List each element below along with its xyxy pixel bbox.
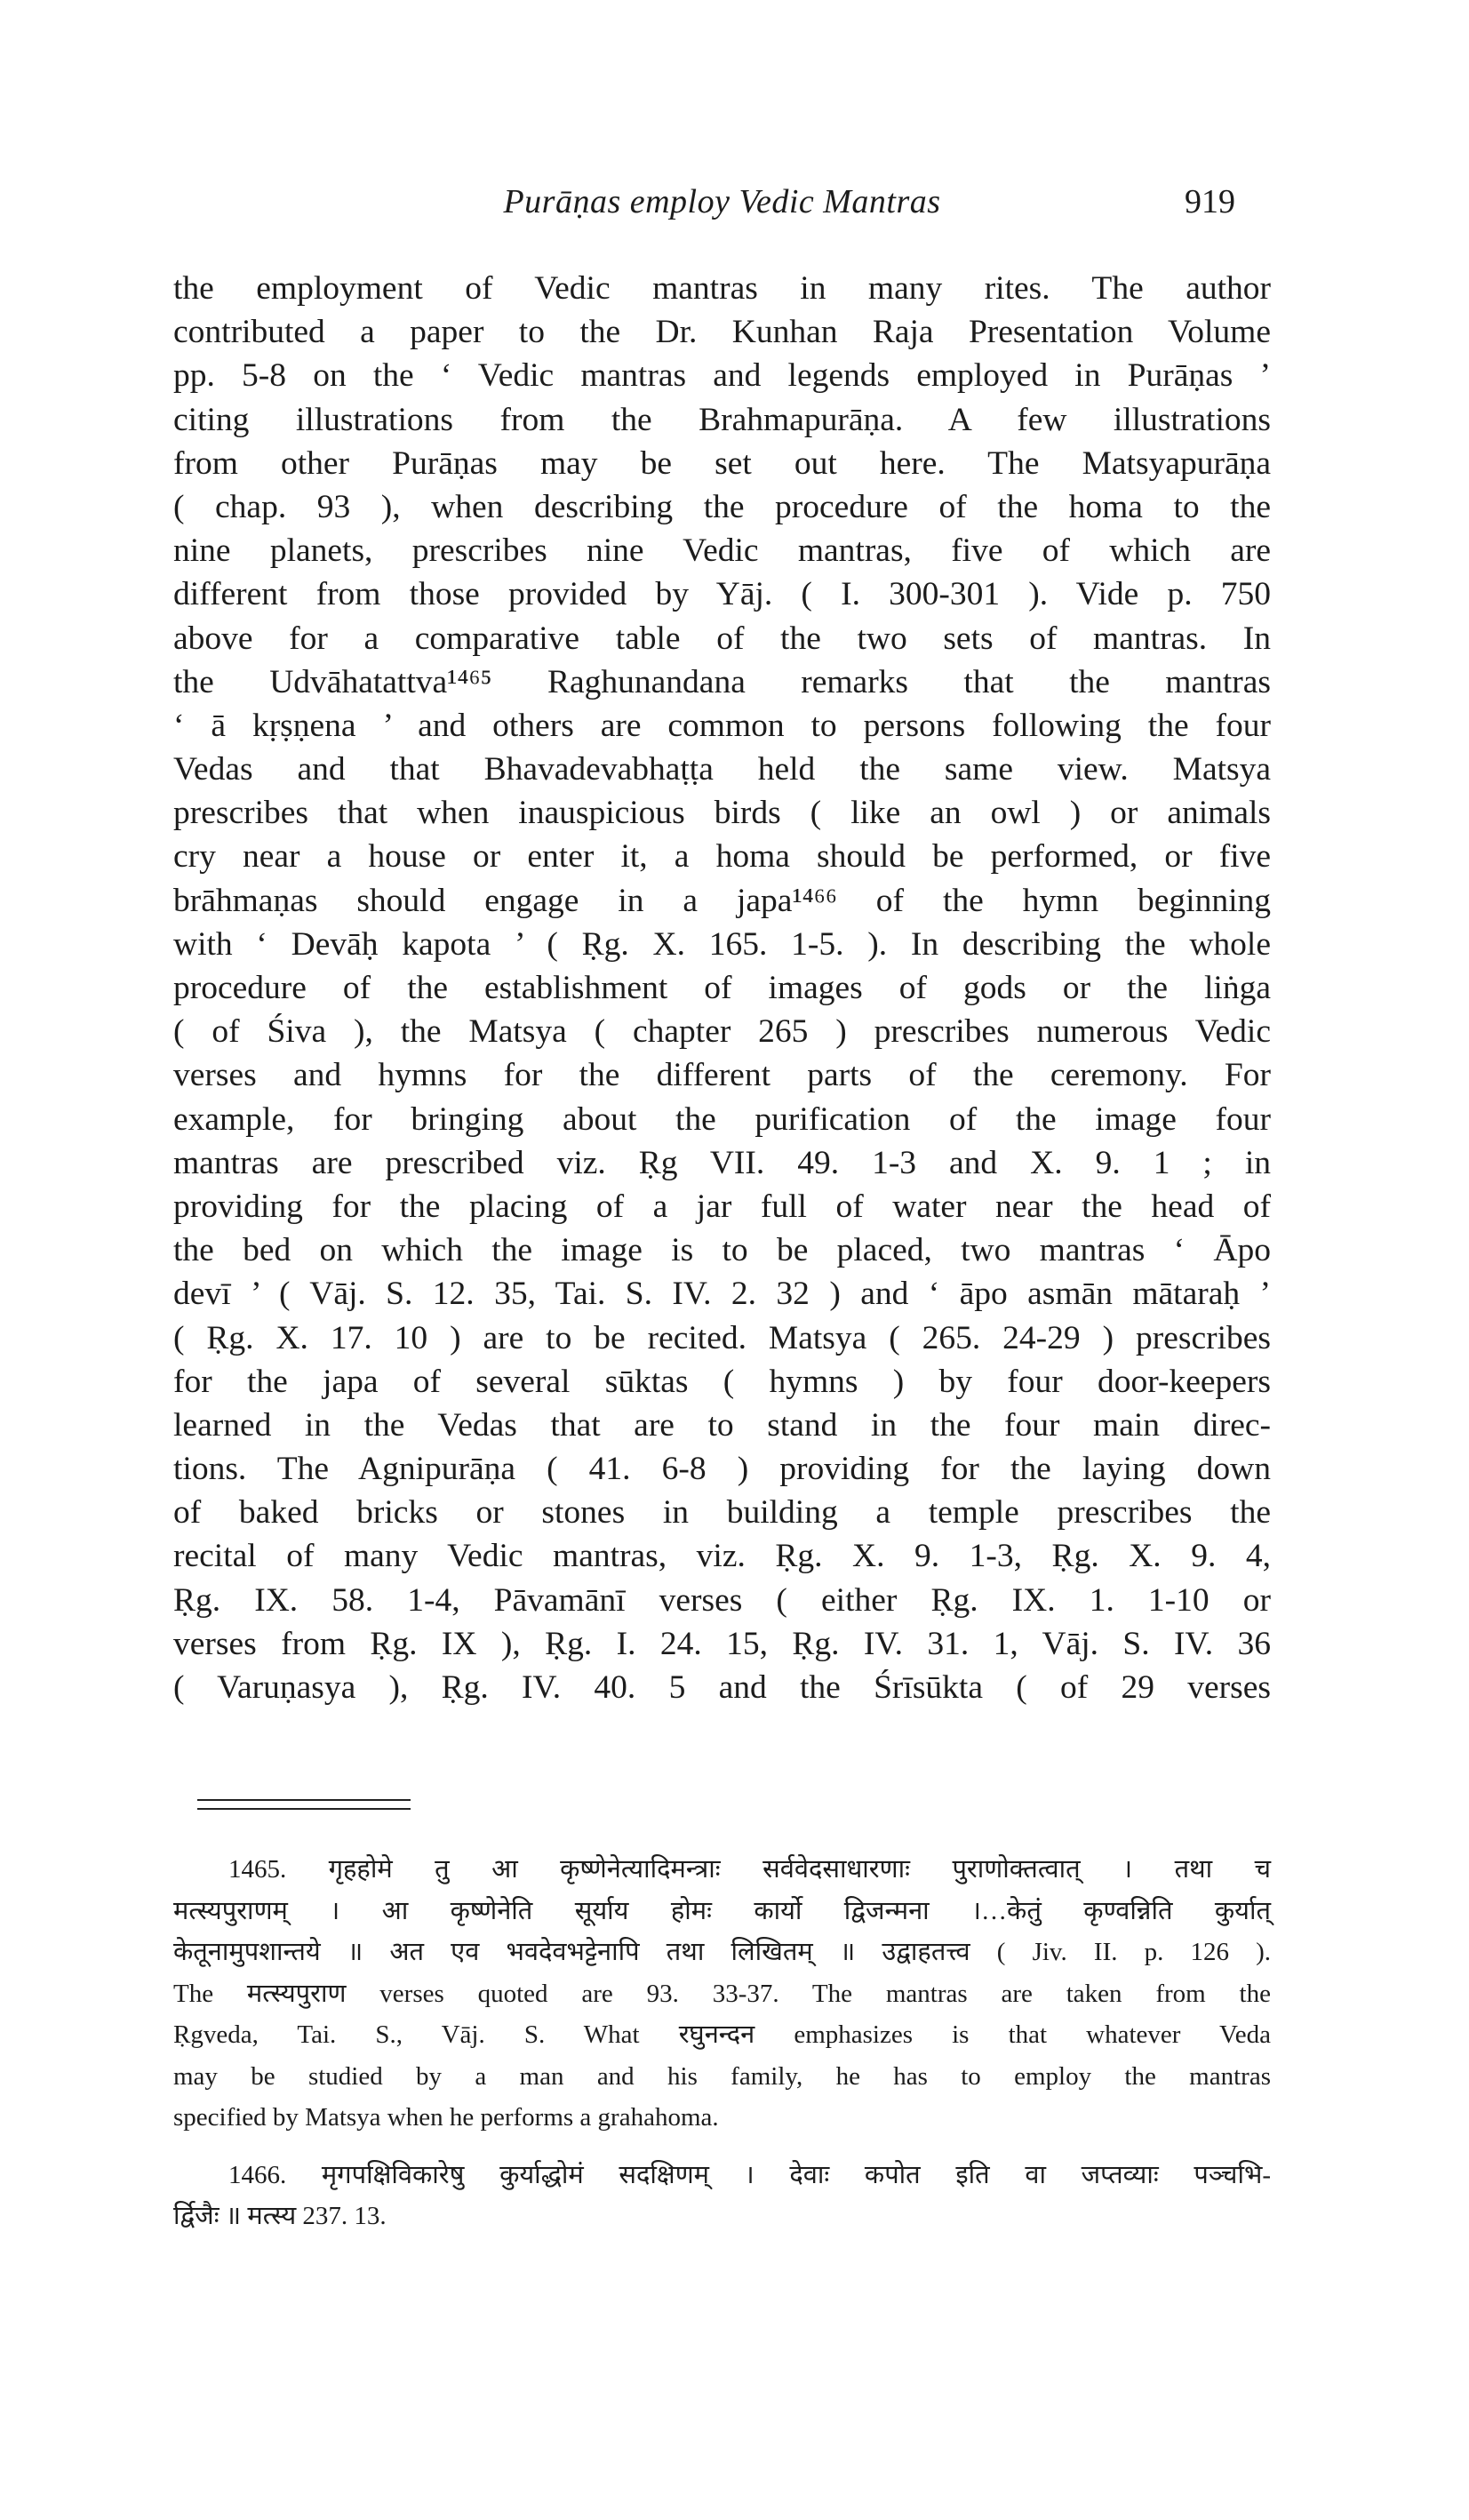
body-line: the employment of Vedic mantras in many rites. The author <box>173 270 1271 307</box>
footnote-line: र्द्विजैः ॥ मत्स्य 237. 13. <box>173 2202 387 2230</box>
body-line: with ‘ Devāḥ kapota ’ ( Ṛg. X. 165. 1-5. ). In describing the whole <box>173 925 1271 963</box>
footnote-line: केतूनामुपशान्तये ॥ अत एव भवदेवभट्टेनापि तथा लिखितम् ॥ उद्वाहतत्त्व ( Jiv. II. p. 126 ). <box>173 1938 1271 1966</box>
body-line: pp. 5-8 on the ‘ Vedic mantras and legends employed in Purāṇas ’ <box>173 357 1271 395</box>
body-line: from other Purāṇas may be set out here. The Matsyapurāṇa <box>173 444 1271 482</box>
footnote-rule <box>197 1799 411 1801</box>
footnote-1465 <box>173 1849 1271 2139</box>
body-line: the bed on which the image is to be placed, two mantras ‘ Āpo <box>173 1232 1271 1269</box>
footnote-line: may be studied by a man and his family, he has to employ the mantras <box>173 2061 1271 2091</box>
body-line: devī ’ ( Vāj. S. 12. 35, Tai. S. IV. 2. 32 ) and ‘ āpo asmān mātaraḥ ’ <box>173 1276 1271 1313</box>
page-number: 919 <box>1185 183 1235 220</box>
body-line: providing for the placing of a jar full of water near the head of <box>173 1188 1271 1225</box>
body-line: above for a comparative table of the two sets of mantras. In <box>173 620 1271 657</box>
footnote-rule <box>197 1808 411 1810</box>
footnote-line: Ṛgveda, Tai. S., Vāj. S. What रघुनन्दन emphasizes is that whatever Veda <box>173 2020 1271 2049</box>
footnotes <box>173 1849 1271 2237</box>
body-line: tions. The Agnipurāṇa ( 41. 6-8 ) providing for the laying down <box>173 1451 1271 1488</box>
body-line: verses and hymns for the different parts of the ceremony. For <box>173 1057 1271 1094</box>
body-line: ‘ ā kṛṣṇena ’ and others are common to persons following the four <box>173 707 1271 744</box>
footnote-1466 <box>173 2155 1271 2237</box>
body-line: ( Varuṇasya ), Ṛg. IV. 40. 5 and the Śrīsūkta ( of 29 verses <box>173 1669 1271 1706</box>
footnote-line: 1465. गृहहोमे तु आ कृष्णेनेत्यादिमन्त्राः सर्ववेदसाधारणाः पुराणोक्तत्वात् । तथा च <box>228 1855 1271 1884</box>
body-line: learned in the Vedas that are to stand in the four main direc- <box>173 1406 1271 1444</box>
body-line: recital of many Vedic mantras, viz. Ṛg. X. 9. 1-3, Ṛg. X. 9. 4, <box>173 1538 1271 1575</box>
body-line: nine planets, prescribes nine Vedic mantras, five of which are <box>173 532 1271 570</box>
body-line: ( chap. 93 ), when describing the procedure of the homa to the <box>173 488 1271 525</box>
body-line: for the japa of several sūktas ( hymns ) by four door-keepers <box>173 1363 1271 1400</box>
body-line: mantras are prescribed viz. Ṛg VII. 49. 1-3 and X. 9. 1 ; in <box>173 1144 1271 1181</box>
body-line: contributed a paper to the Dr. Kunhan Raja Presentation Volume <box>173 314 1271 351</box>
running-head <box>173 182 1271 236</box>
body-line: example, for bringing about the purification of the image four <box>173 1100 1271 1138</box>
body-line: verses from Ṛg. IX ), Ṛg. I. 24. 15, Ṛg. IV. 31. 1, Vāj. S. IV. 36 <box>173 1625 1271 1662</box>
footnote-gap <box>173 2139 1271 2155</box>
footnote-line: मत्स्यपुराणम् । आ कृष्णेनेति सूर्याय होमः कार्यो द्विजन्मना ।…केतुं कृण्वन्निति कुर्यात् <box>173 1896 1271 1925</box>
body-line: prescribes that when inauspicious birds ( like an owl ) or animals <box>173 795 1271 832</box>
footnote-line: 1466. मृगपक्षिविकारेषु कुर्याद्धोमं सदक्षिणम् । देवाः कपोत इति वा जप्तव्याः पञ्चभि- <box>228 2160 1271 2189</box>
body-line: citing illustrations from the Brahmapurāṇa. A few illustrations <box>173 401 1271 438</box>
body-line: procedure of the establishment of images of gods or the liṅga <box>173 970 1271 1006</box>
body-line: cry near a house or enter it, a homa should be performed, or five <box>173 838 1271 876</box>
body-text <box>173 267 1271 1709</box>
footnote-line: specified by Matsya when he performs a grahahoma. <box>173 2103 719 2132</box>
body-line: Ṛg. IX. 58. 1-4, Pāvamānī verses ( either Ṛg. IX. 1. 1-10 or <box>173 1581 1271 1619</box>
running-title: Purāṇas employ Vedic Mantras <box>503 183 941 220</box>
body-line: ( Ṛg. X. 17. 10 ) are to be recited. Matsya ( 265. 24-29 ) prescribes <box>173 1319 1271 1356</box>
body-line: brāhmaṇas should engage in a japa¹⁴⁶⁶ of the hymn beginning <box>173 882 1271 919</box>
body-line: ( of Śiva ), the Matsya ( chapter 265 ) prescribes numerous Vedic <box>173 1013 1271 1051</box>
body-line: the Udvāhatattva¹⁴⁶⁵ Raghunandana remarks that the mantras <box>173 663 1271 700</box>
body-line: Vedas and that Bhavadevabhaṭṭa held the same view. Matsya <box>173 751 1271 788</box>
body-line: different from those provided by Yāj. ( I. 300-301 ). Vide p. 750 <box>173 576 1271 613</box>
body-line: of baked bricks or stones in building a temple prescribes the <box>173 1494 1271 1532</box>
footnote-line: The मत्स्यपुराण verses quoted are 93. 33-37. The mantras are taken from the <box>173 1979 1271 2008</box>
